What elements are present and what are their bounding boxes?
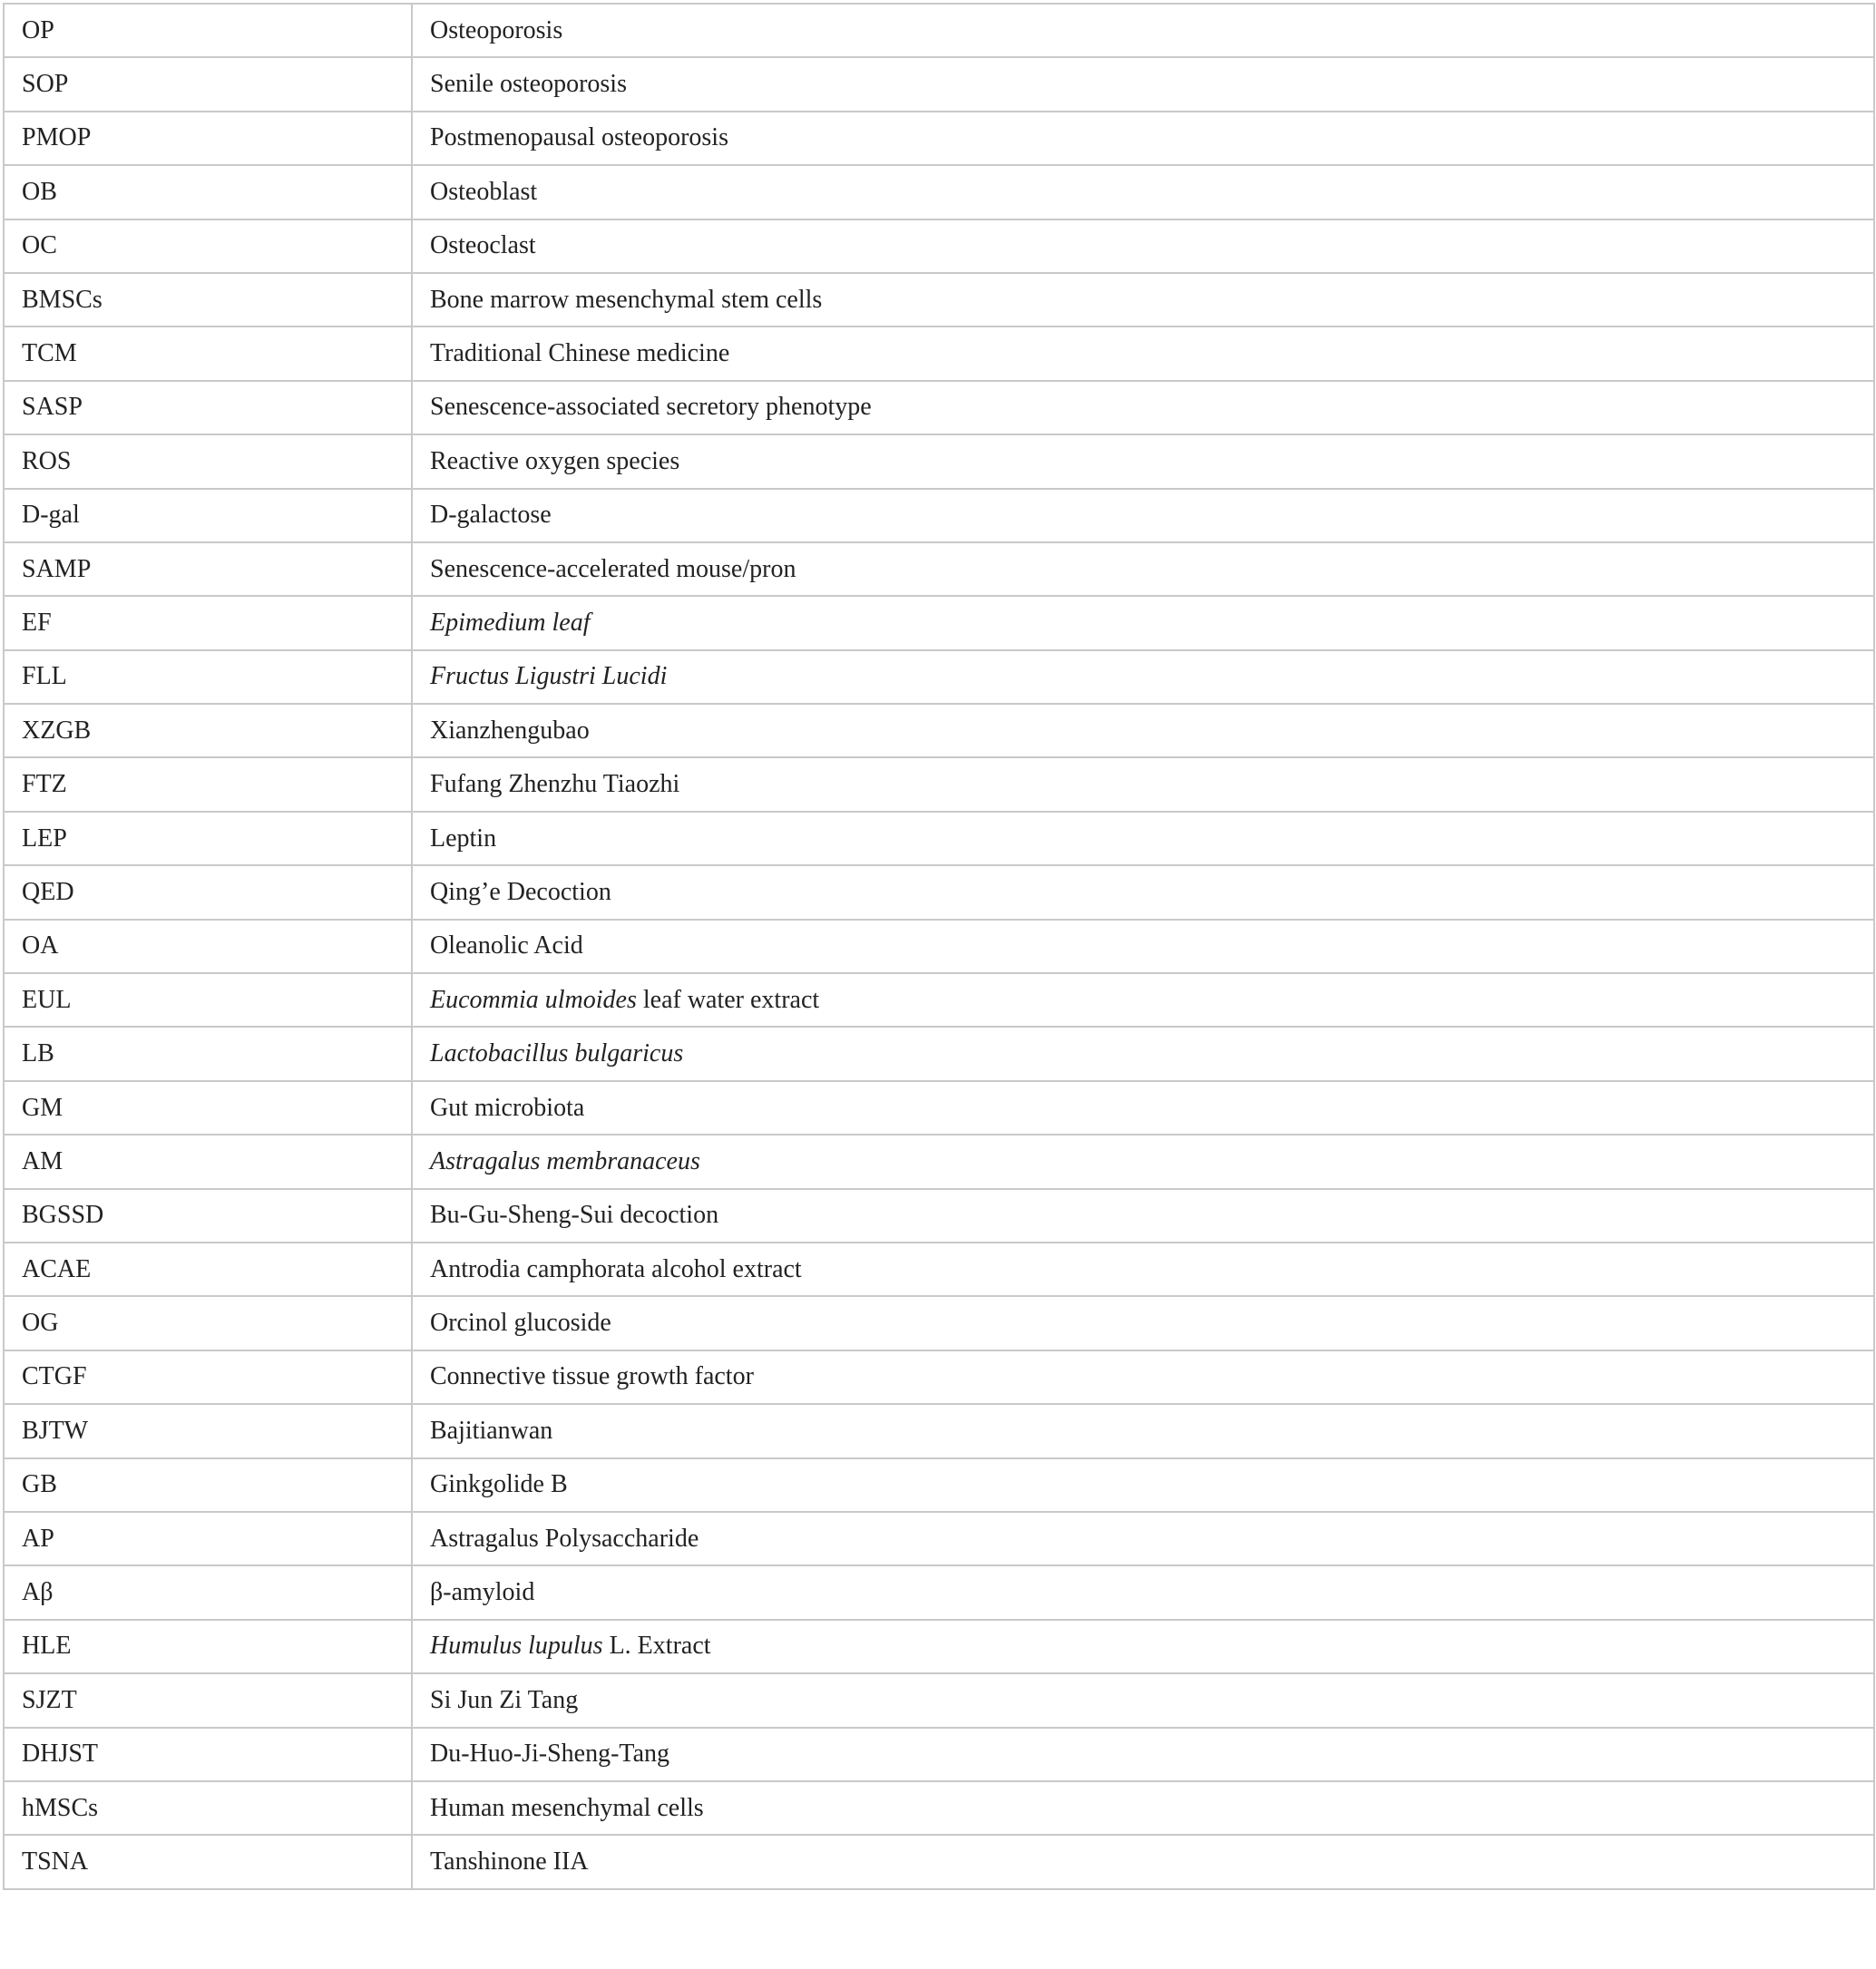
definition-cell (412, 327, 1874, 380)
abbreviation-cell: PMOP (4, 112, 412, 165)
abbreviation-cell: AM (4, 1135, 412, 1188)
definition-cell (412, 1404, 1874, 1457)
definition-text: Senescence-accelerated mouse/pron (430, 554, 796, 583)
definition-italic-text: Epimedium leaf (430, 608, 591, 637)
definition-cell (412, 112, 1874, 165)
definition-text: Fufang Zhenzhu Tiaozhi (430, 770, 680, 799)
definition-text: Bajitianwan (430, 1416, 553, 1445)
definition-cell (412, 1728, 1874, 1781)
definition-cell (412, 1673, 1874, 1727)
definition-text: leaf water extract (636, 985, 820, 1014)
definition-cell (412, 1620, 1874, 1673)
table-row (4, 112, 1874, 165)
definition-text: Du-Huo-Ji-Sheng-Tang (430, 1740, 669, 1769)
table-row (4, 1458, 1874, 1512)
definition-text: Osteoblast (430, 177, 538, 206)
abbreviation-cell: Aβ (4, 1565, 412, 1619)
definition-cell (412, 165, 1874, 219)
abbreviation-cell: OG (4, 1296, 412, 1350)
abbreviation-cell: D-gal (4, 489, 412, 542)
abbreviation-cell: EUL (4, 973, 412, 1027)
table-row (4, 1027, 1874, 1080)
definition-cell (412, 596, 1874, 649)
definition-cell (412, 1835, 1874, 1888)
table-row (4, 973, 1874, 1027)
table-row (4, 489, 1874, 542)
abbreviation-cell: FTZ (4, 757, 412, 811)
abbreviation-cell: CTGF (4, 1350, 412, 1404)
definition-cell (412, 219, 1874, 273)
definition-text: Traditional Chinese medicine (430, 339, 730, 368)
definition-text: Oleanolic Acid (430, 931, 583, 960)
abbreviation-cell: OC (4, 219, 412, 273)
abbreviation-cell: GB (4, 1458, 412, 1512)
table-row (4, 1728, 1874, 1781)
table-row (4, 865, 1874, 919)
definition-cell (412, 1027, 1874, 1080)
abbreviation-cell: BGSSD (4, 1189, 412, 1243)
abbreviation-cell: LB (4, 1027, 412, 1080)
table-row (4, 381, 1874, 434)
table-row (4, 327, 1874, 380)
table-row (4, 1350, 1874, 1404)
table-row (4, 219, 1874, 273)
definition-cell (412, 1512, 1874, 1565)
definition-text: Senescence-associated secretory phenotype (430, 393, 872, 422)
table-row (4, 434, 1874, 488)
definition-cell (412, 1243, 1874, 1296)
table-row (4, 1781, 1874, 1835)
definition-text: Human mesenchymal cells (430, 1793, 704, 1822)
definition-text: L. Extract (602, 1632, 711, 1661)
abbreviation-cell: LEP (4, 812, 412, 865)
table-row (4, 920, 1874, 973)
definition-cell (412, 812, 1874, 865)
abbreviations-table-body (4, 4, 1874, 1889)
abbreviation-cell: QED (4, 865, 412, 919)
definition-cell (412, 865, 1874, 919)
abbreviation-cell: ROS (4, 434, 412, 488)
abbreviation-cell: BJTW (4, 1404, 412, 1457)
definition-cell (412, 920, 1874, 973)
abbreviation-cell: OB (4, 165, 412, 219)
definition-cell (412, 4, 1874, 57)
definition-italic-text: Humulus lupulus (430, 1632, 603, 1661)
table-row (4, 1404, 1874, 1457)
definition-text: Leptin (430, 824, 497, 853)
definition-italic-text: Lactobacillus bulgaricus (430, 1039, 684, 1068)
abbreviation-cell: OP (4, 4, 412, 57)
definition-text: Senile osteoporosis (430, 70, 627, 99)
definition-cell (412, 489, 1874, 542)
table-row (4, 650, 1874, 704)
definition-text: Osteoclast (430, 231, 536, 260)
definition-cell (412, 57, 1874, 111)
definition-text: Bu-Gu-Sheng-Sui decoction (430, 1201, 719, 1230)
definition-text: Qing’e Decoction (430, 877, 611, 906)
abbreviation-cell: FLL (4, 650, 412, 704)
definition-cell (412, 1350, 1874, 1404)
table-row (4, 4, 1874, 57)
definition-text: Reactive oxygen species (430, 446, 680, 475)
definition-text: Si Jun Zi Tang (430, 1685, 579, 1714)
table-row (4, 757, 1874, 811)
definition-cell (412, 973, 1874, 1027)
abbreviation-cell: hMSCs (4, 1781, 412, 1835)
definition-cell (412, 650, 1874, 704)
definition-text: Xianzhengubao (430, 716, 590, 745)
definition-text: Postmenopausal osteoporosis (430, 123, 728, 152)
definition-text: Antrodia camphorata alcohol extract (430, 1254, 802, 1283)
abbreviations-table (3, 3, 1875, 1890)
definition-cell (412, 1081, 1874, 1135)
definition-text: Connective tissue growth factor (430, 1362, 754, 1391)
abbreviation-cell: SJZT (4, 1673, 412, 1727)
table-row (4, 1565, 1874, 1619)
table-row (4, 704, 1874, 757)
table-row (4, 1835, 1874, 1888)
definition-text: Ginkgolide B (430, 1470, 568, 1499)
abbreviation-cell: AP (4, 1512, 412, 1565)
table-row (4, 273, 1874, 327)
table-row (4, 1135, 1874, 1188)
definition-italic-text: Fructus Ligustri Lucidi (430, 662, 668, 691)
abbreviation-cell: HLE (4, 1620, 412, 1673)
definition-cell (412, 434, 1874, 488)
definition-cell (412, 1296, 1874, 1350)
definition-cell (412, 273, 1874, 327)
abbreviation-cell: SAMP (4, 542, 412, 596)
abbreviation-cell: BMSCs (4, 273, 412, 327)
abbreviation-cell: EF (4, 596, 412, 649)
definition-cell (412, 757, 1874, 811)
definition-text: Osteoporosis (430, 15, 563, 44)
abbreviation-cell: OA (4, 920, 412, 973)
definition-cell (412, 1458, 1874, 1512)
abbreviation-cell: TCM (4, 327, 412, 380)
abbreviation-cell: SASP (4, 381, 412, 434)
definition-italic-text: Eucommia ulmoides (430, 985, 637, 1014)
table-row (4, 1189, 1874, 1243)
table-row (4, 1243, 1874, 1296)
table-row (4, 542, 1874, 596)
definition-text: Tanshinone IIA (430, 1847, 589, 1876)
abbreviation-cell: TSNA (4, 1835, 412, 1888)
definition-cell (412, 381, 1874, 434)
definition-cell (412, 1135, 1874, 1188)
abbreviation-cell: GM (4, 1081, 412, 1135)
abbreviation-cell: SOP (4, 57, 412, 111)
definition-text: β-amyloid (430, 1578, 535, 1607)
table-row (4, 1673, 1874, 1727)
table-row (4, 1620, 1874, 1673)
definition-text: Orcinol glucoside (430, 1309, 611, 1338)
definition-cell (412, 1781, 1874, 1835)
abbreviation-cell: DHJST (4, 1728, 412, 1781)
table-row (4, 57, 1874, 111)
definition-text: D-galactose (430, 501, 552, 530)
abbreviation-cell: ACAE (4, 1243, 412, 1296)
table-row (4, 1512, 1874, 1565)
definition-text: Gut microbiota (430, 1093, 585, 1122)
table-row (4, 596, 1874, 649)
definition-text: Astragalus Polysaccharide (430, 1524, 699, 1553)
table-row (4, 812, 1874, 865)
table-row (4, 1081, 1874, 1135)
definition-italic-text: Astragalus membranaceus (430, 1146, 700, 1175)
definition-text: Bone marrow mesenchymal stem cells (430, 285, 823, 314)
definition-cell (412, 1565, 1874, 1619)
abbreviation-cell: XZGB (4, 704, 412, 757)
table-row (4, 165, 1874, 219)
definition-cell (412, 542, 1874, 596)
table-row (4, 1296, 1874, 1350)
definition-cell (412, 1189, 1874, 1243)
definition-cell (412, 704, 1874, 757)
